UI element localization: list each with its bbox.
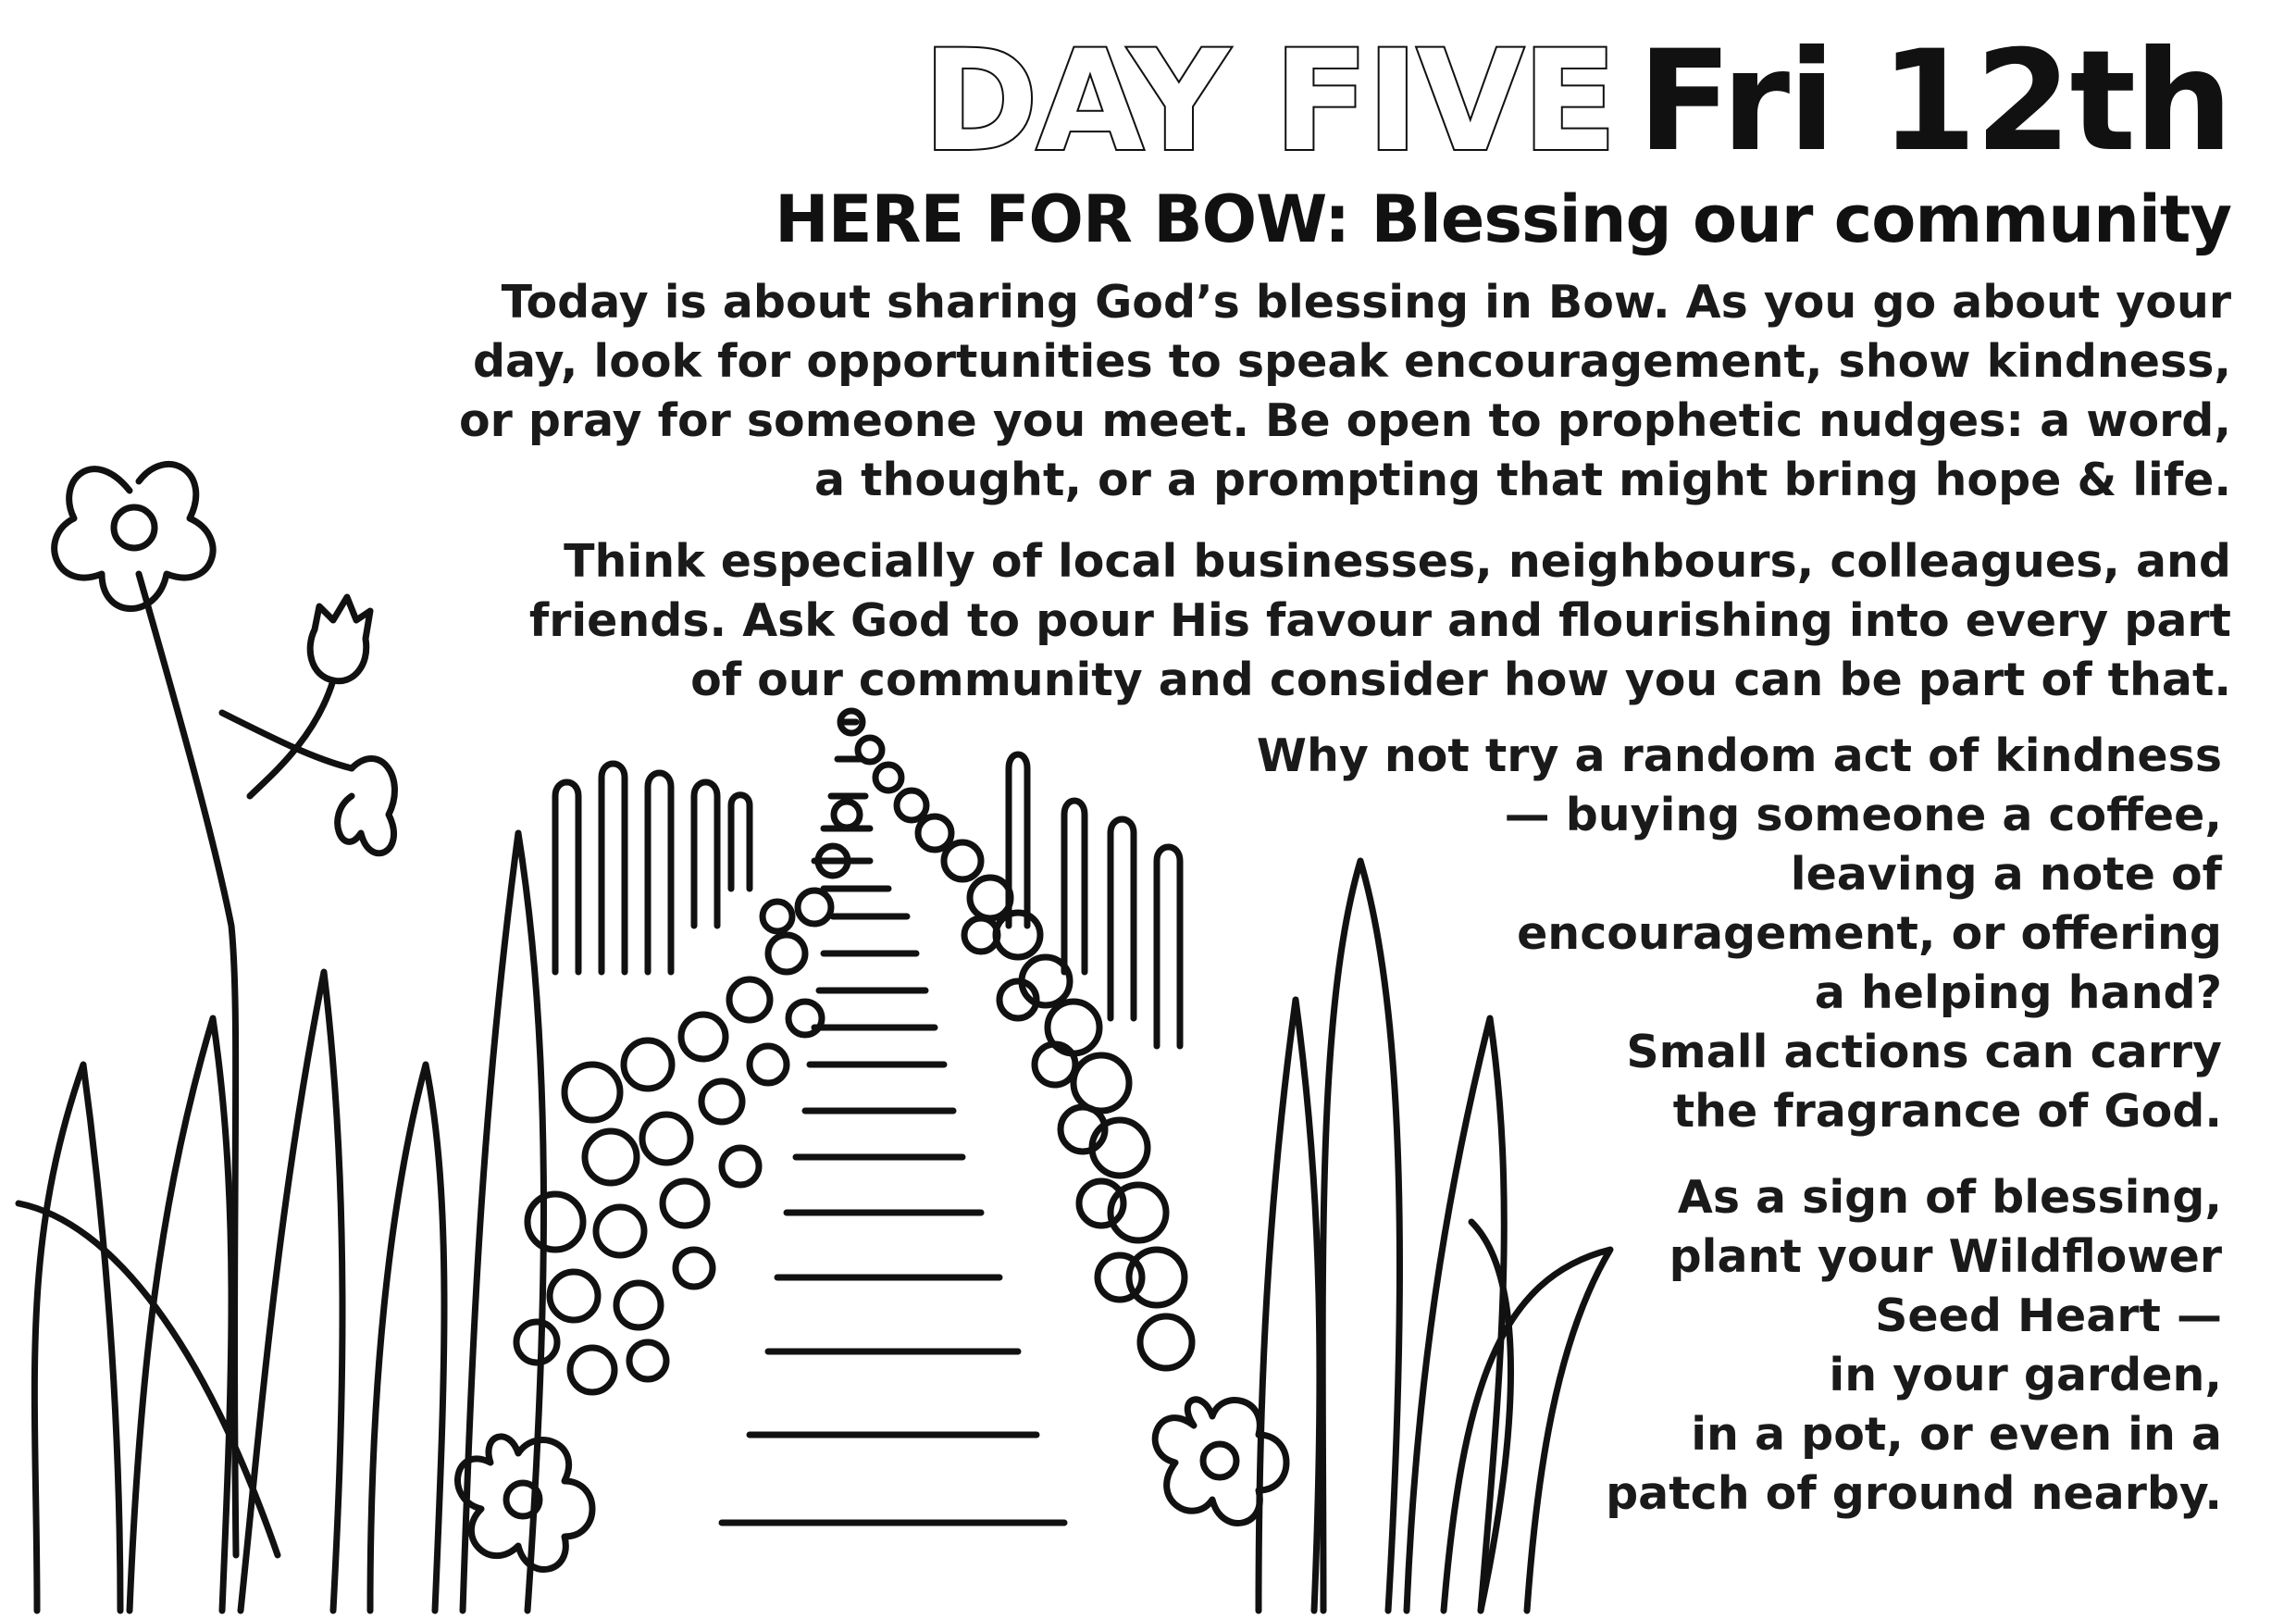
text-line: — buying someone a coffee,: [1504, 789, 2222, 841]
text-line: friends. Ask God to pour His favour and flourishing into every part: [528, 594, 2231, 647]
text-line: Why not try a random act of kindness: [1256, 729, 2222, 782]
text-line: in a pot, or even in a: [1691, 1408, 2222, 1461]
text-line: Seed Heart —: [1875, 1289, 2222, 1342]
text-line: a thought, or a prompting that might bring hope & life.: [814, 454, 2231, 506]
day-label: DAY FIVE: [923, 21, 1616, 182]
text-line: plant your Wildflower: [1669, 1230, 2222, 1283]
text-line: Think especially of local businesses, neighbours, colleagues, and: [564, 535, 2231, 588]
paragraph-kindness: [1185, 727, 2222, 1141]
text-line: leaving a note of: [1790, 848, 2222, 901]
page-heading: [923, 21, 2231, 182]
text-line: Small actions can carry: [1626, 1026, 2222, 1078]
page-subtitle: HERE FOR BOW: Blessing our community: [775, 181, 2231, 257]
paragraph-community: [288, 532, 2231, 710]
text-line: Today is about sharing God’s blessing in Bow. As you go about your: [501, 276, 2231, 329]
text-line: of our community and consider how you can be part of that.: [690, 654, 2231, 706]
left-hedge: [516, 802, 860, 1392]
text-line: a helping hand?: [1814, 966, 2222, 1019]
text-line: patch of ground nearby.: [1606, 1467, 2222, 1520]
paragraph-blessing: [288, 273, 2231, 510]
path-lines: [722, 722, 1064, 1523]
right-hedge: [840, 711, 1192, 1368]
text-line: As a sign of blessing,: [1677, 1171, 2222, 1224]
date-label: Fri 12th: [1637, 21, 2231, 182]
paragraph-seed-heart: [1297, 1168, 2222, 1524]
daisy-icon: [1155, 1400, 1286, 1524]
text-line: in your garden,: [1829, 1349, 2222, 1401]
text-line: the fragrance of God.: [1672, 1085, 2222, 1138]
text-line: day, look for opportunities to speak encouragement, show kindness,: [472, 335, 2231, 388]
text-line: or pray for someone you meet. Be open to prophetic nudges: a word,: [458, 394, 2231, 447]
text-line: encouragement, or offering: [1517, 907, 2222, 960]
daisy-icon: [458, 1437, 592, 1570]
